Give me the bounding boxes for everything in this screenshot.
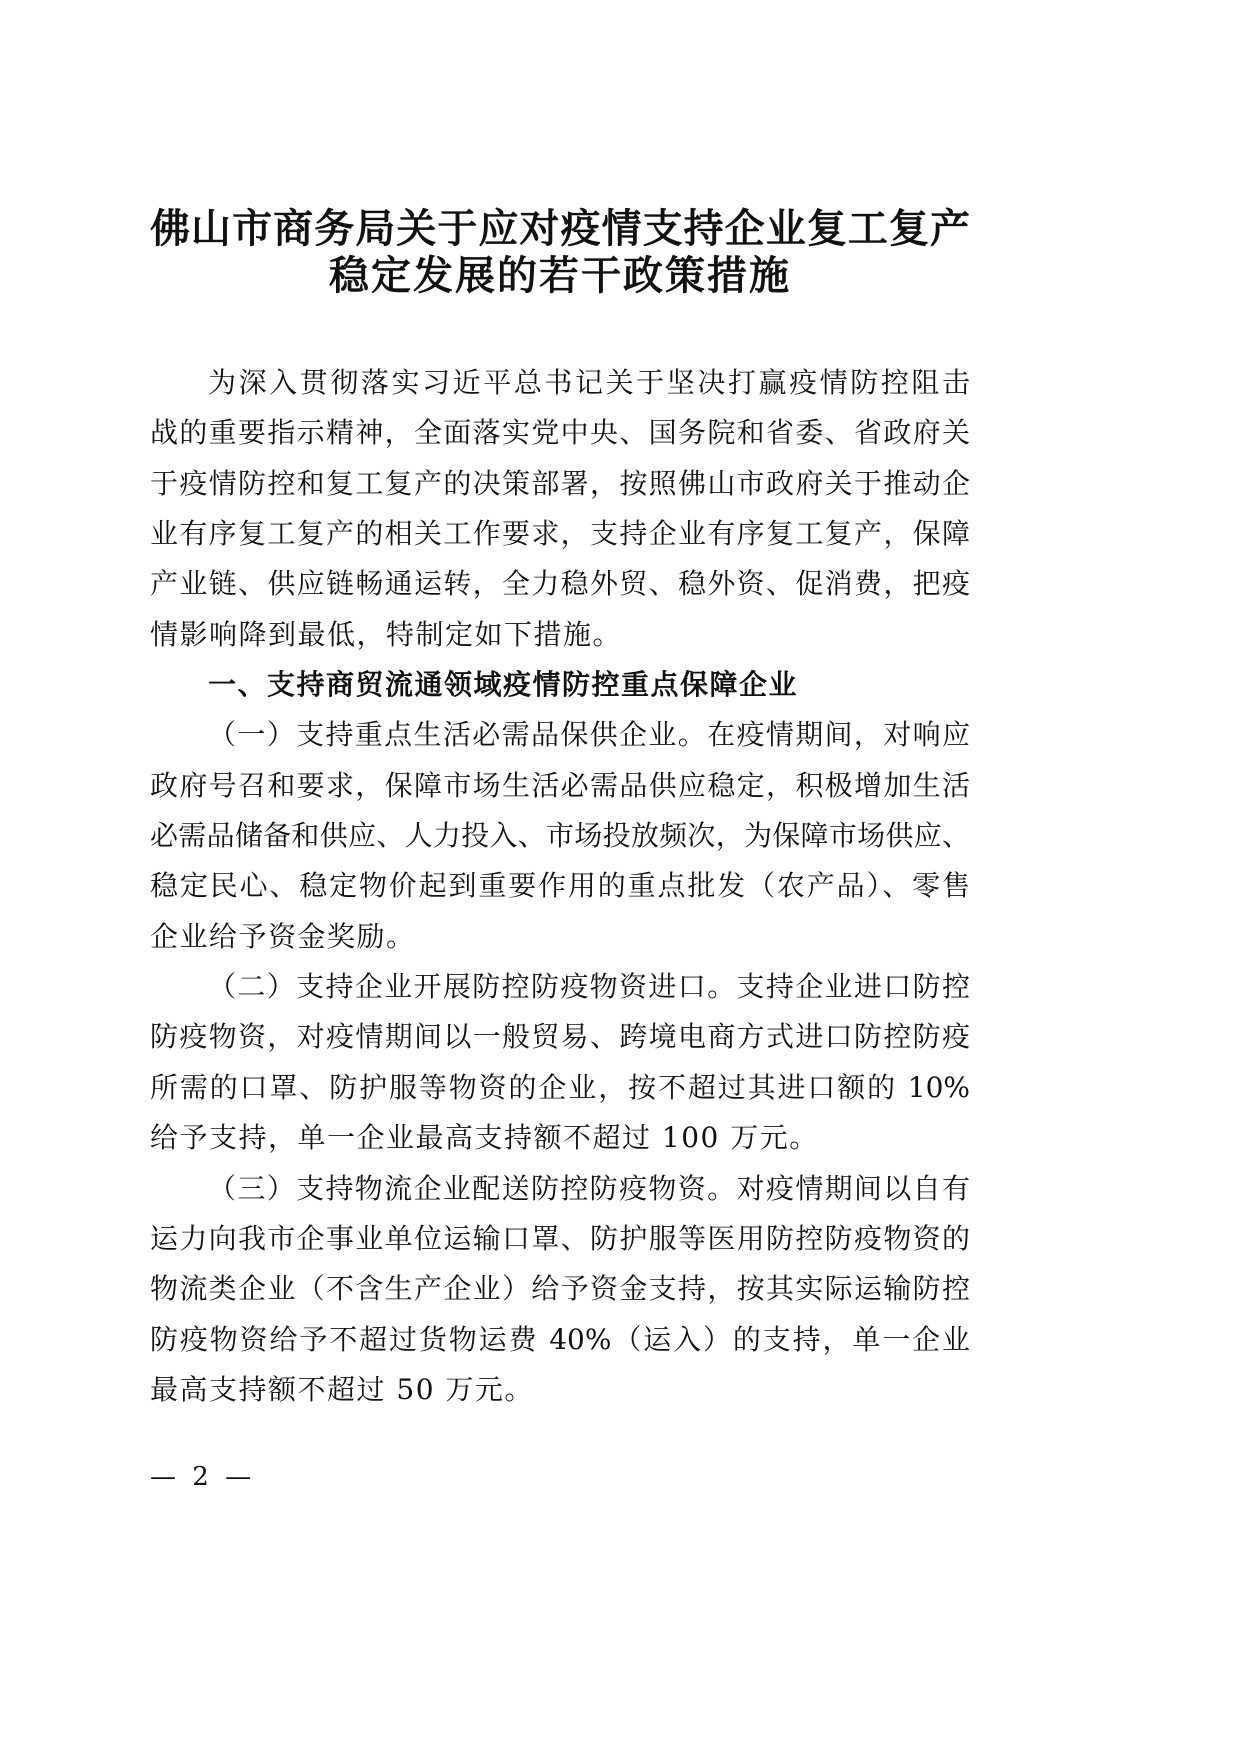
text-line: 一、支持商贸流通领域疫情防控重点保障企业 [208, 668, 799, 702]
document-title-line-2: 稳定发展的若干政策措施 [329, 252, 791, 299]
text-line: 运力向我市企事业单位运输口罩、防护服等医用防控防疫物资的 [150, 1221, 970, 1255]
text-line: 物流类企业（不含生产企业）给予资金支持，按其实际运输防控 [150, 1272, 970, 1306]
paragraph [150, 358, 970, 660]
text-line: 产业链、供应链畅通运转，全力稳外贸、稳外资、促消费，把疫 [150, 567, 970, 601]
text-line: 最高支持额不超过 50 万元。 [150, 1372, 534, 1406]
paragraph [150, 962, 970, 1163]
text-line: 业有序复工复产的相关工作要求，支持企业有序复工复产，保障 [150, 517, 970, 551]
text-line: （二）支持企业开展防控防疫物资进口。支持企业进口防控 [208, 970, 970, 1004]
document-title-line-1: 佛山市商务局关于应对疫情支持企业复工复产 [150, 205, 970, 252]
text-line: 防疫物资给予不超过货物运费 40%（运入）的支持，单一企业 [150, 1322, 970, 1356]
section-heading [150, 660, 970, 710]
text-line: 于疫情防控和复工复产的决策部署，按照佛山市政府关于推动企 [150, 466, 970, 500]
text-line: （三）支持物流企业配送防控防疫物资。对疫情期间以自有 [208, 1171, 970, 1205]
text-line: 稳定民心、稳定物价起到重要作用的重点批发（农产品）、零售 [150, 869, 970, 903]
text-line: 防疫物资，对疫情期间以一般贸易、跨境电商方式进口防控防疫 [150, 1020, 970, 1054]
text-line: 必需品储备和供应、人力投入、市场投放频次，为保障市场供应、 [150, 819, 970, 853]
text-line: 战的重要指示精神，全面落实党中央、国务院和省委、省政府关 [150, 416, 970, 450]
text-line: 政府号召和要求，保障市场生活必需品供应稳定，积极增加生活 [150, 768, 970, 802]
page-number: — 2 — [150, 1462, 256, 1492]
text-line: 企业给予资金奖励。 [150, 919, 416, 953]
text-line: 情影响降到最低，特制定如下措施。 [150, 617, 623, 651]
document-body [150, 358, 970, 1415]
text-line: （一）支持重点生活必需品保供企业。在疫情期间，对响应 [208, 718, 970, 752]
paragraph [150, 1164, 970, 1416]
text-line: 给予支持，单一企业最高支持额不超过 100 万元。 [150, 1121, 819, 1155]
text-line: 所需的口罩、防护服等物资的企业，按不超过其进口额的 10% [150, 1070, 970, 1104]
text-line: 为深入贯彻落实习近平总书记关于坚决打赢疫情防控阻击 [208, 366, 970, 399]
paragraph [150, 710, 970, 962]
